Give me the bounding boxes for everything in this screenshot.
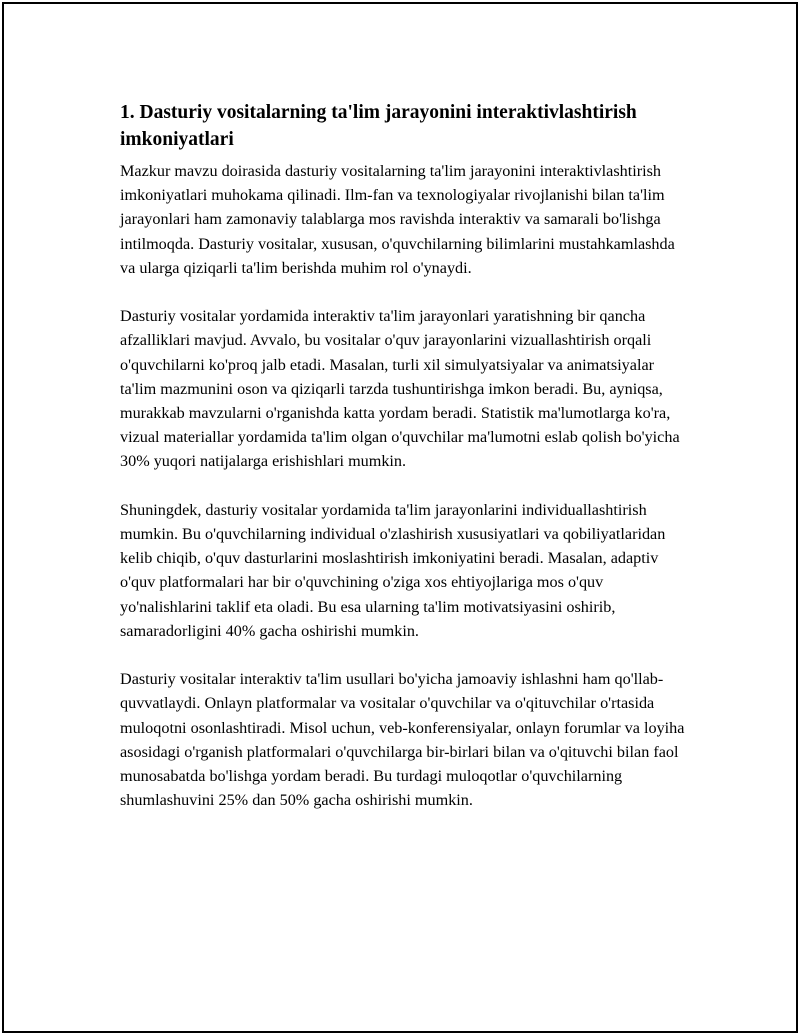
document-body [120,99,692,837]
page-frame [2,2,798,1033]
section-heading: 1. Dasturiy vositalarning ta'lim jarayonini interaktivlashtirish imkoniyatlari [120,102,637,150]
paragraph-collaboration: Dasturiy vositalar interaktiv ta'lim usullari bo'yicha jamoaviy ishlashni ham qo'llab-quvvatlaydi. Onlayn platformalar va vositalar o'quvchilar va o'qituvchilar o'rtasida muloqotni osonlashtiradi. Misol uchun, veb-konferensiyalar, onlayn forumlar va loyiha asosidagi o'rganish platformalari o'quvchilarga bir-birlari bilan va o'qituvchi bilan faol munosabatda bo'lishga yordam beradi. Bu turdagi muloqotlar o'quvchilarning shumlashuvini 25% dan 50% gacha oshirishi mumkin. [120,670,685,810]
paragraph-advantages: Dasturiy vositalar yordamida interaktiv ta'lim jarayonlari yaratishning bir qancha afzalliklari mavjud. Avvalo, bu vositalar o'quv jarayonlarini vizuallashtirish orqali o'quvchilarni ko'proq jalb etadi. Masalan, turli xil simulyatsiyalar va animatsiyalar ta'lim mazmunini oson va qiziqarli tarzda tushuntirishga imkon beradi. Bu, ayniqsa, murakkab mavzularni o'rganishda katta yordam beradi. Statistik ma'lumotlarga ko'ra, vizual materiallar yordamida ta'lim olgan o'quvchilar ma'lumotni eslab qolish bo'yicha 30% yuqori natijalarga erishishlari mumkin. [120,307,680,471]
paragraph-intro: Mazkur mavzu doirasida dasturiy vositalarning ta'lim jarayonini interaktivlashtirish imkoniyatlari muhokama qilinadi. Ilm-fan va texnologiyalar rivojlanishi bilan ta'lim jarayonlari ham zamonaviy talablarga mos ravishda interaktiv va samarali bo'lishga intilmoqda. Dasturiy vositalar, xususan, o'quvchilarning bilimlarini mustahkamlashda va ularga qiziqarli ta'lim berishda muhim rol o'ynaydi. [120,162,675,277]
paragraph-individualization: Shuningdek, dasturiy vositalar yordamida ta'lim jarayonlarini individuallashtirish mumkin. Bu o'quvchilarning individual o'zlashirish xususiyatlari va qobiliyatlaridan kelib chiqib, o'quv dasturlarini moslashtirish imkoniyatini beradi. Masalan, adaptiv o'quv platformalari har bir o'quvchining o'ziga xos ehtiyojlariga mos o'quv yo'nalishlarini taklif eta oladi. Bu esa ularning ta'lim motivatsiyasini oshirib, samaradorligini 40% gacha oshirishi mumkin. [120,500,666,640]
